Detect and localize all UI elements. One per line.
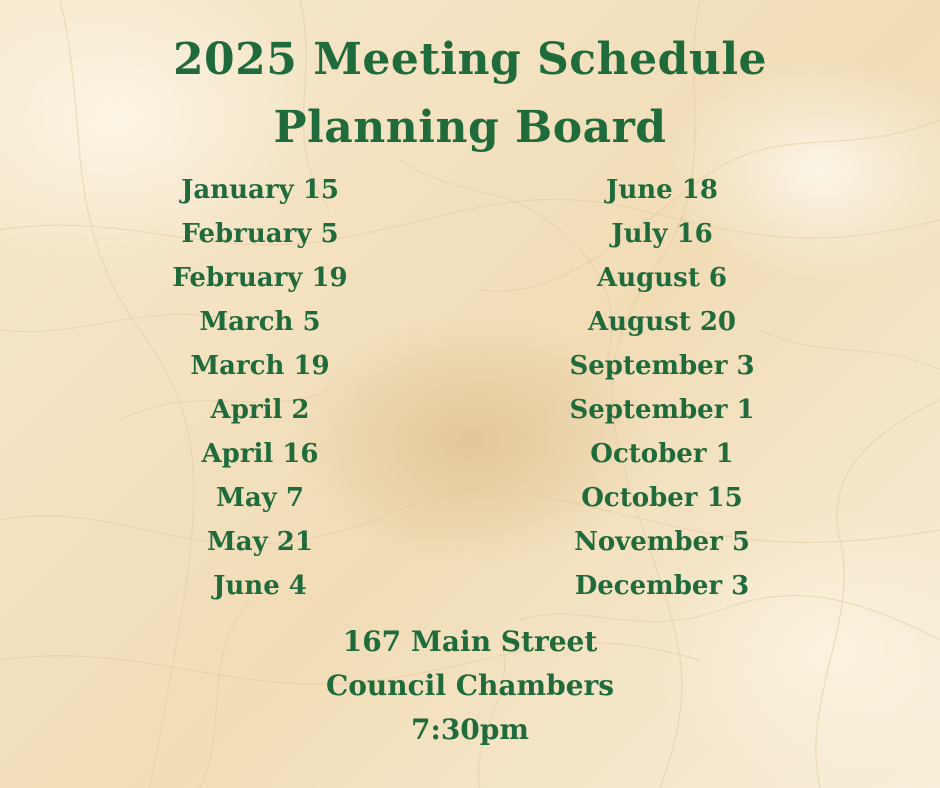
schedule-column-left — [110, 168, 410, 608]
meeting-date: September 1 — [569, 395, 755, 425]
meeting-time: 7:30pm — [411, 713, 529, 746]
meeting-date: February 19 — [172, 263, 348, 293]
meeting-date: March 5 — [199, 307, 321, 337]
meeting-room: Council Chambers — [325, 669, 615, 702]
meeting-date: May 21 — [207, 527, 313, 557]
meeting-date: January 15 — [181, 175, 339, 205]
meeting-date: April 16 — [201, 439, 319, 469]
meeting-date: May 7 — [216, 483, 304, 513]
schedule-column-right — [512, 168, 812, 608]
meeting-date: March 19 — [190, 351, 330, 381]
meeting-date: November 5 — [574, 527, 750, 557]
meeting-date: April 2 — [210, 395, 310, 425]
meeting-date: August 6 — [597, 263, 727, 293]
meeting-date: December 3 — [574, 571, 750, 601]
meeting-date: October 1 — [590, 439, 734, 469]
meeting-date: July 16 — [611, 219, 713, 249]
meeting-date: September 3 — [569, 351, 755, 381]
meeting-date: October 15 — [581, 483, 743, 513]
meeting-date: June 18 — [606, 175, 718, 205]
meeting-date: August 20 — [587, 307, 737, 337]
meeting-date: February 5 — [181, 219, 339, 249]
meeting-address: 167 Main Street — [342, 625, 598, 658]
meeting-date: June 4 — [213, 571, 307, 601]
page-subtitle: Planning Board — [273, 102, 667, 153]
page-title: 2025 Meeting Schedule — [172, 34, 768, 85]
